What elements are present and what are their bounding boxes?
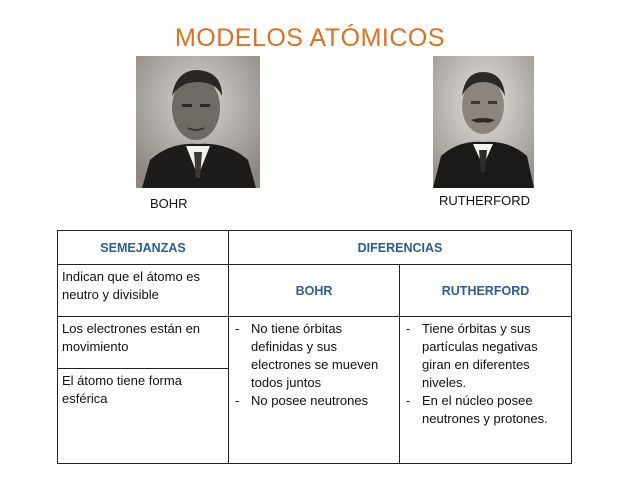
- comparison-table: [57, 230, 572, 464]
- header-bohr: BOHR: [229, 265, 400, 317]
- bohr-portrait-photo: [136, 56, 260, 188]
- table-header-row: [58, 231, 572, 265]
- list-item: - No posee neutrones: [233, 392, 395, 410]
- header-similarities: SEMEJANZAS: [58, 231, 229, 265]
- similarity-cell: Indican que el átomo es neutro y divisible: [58, 265, 229, 317]
- rutherford-differences-cell: [400, 317, 572, 464]
- bohr-differences-cell: [229, 317, 400, 464]
- similarity-cell: El átomo tiene forma esférica: [58, 369, 229, 464]
- list-item: - Tiene órbitas y sus partículas negativas giran en diferentes niveles.: [404, 320, 567, 392]
- bohr-caption: BOHR: [150, 196, 188, 211]
- list-item: - En el núcleo posee neutrones y protones.: [404, 392, 567, 428]
- rutherford-caption: RUTHERFORD: [439, 193, 530, 208]
- table-row: [58, 317, 572, 369]
- list-item: - No tiene órbitas definidas y sus electrones se mueven todos juntos: [233, 320, 395, 392]
- similarity-cell: Los electrones están en movimiento: [58, 317, 229, 369]
- header-differences: DIFERENCIAS: [229, 231, 572, 265]
- table-row: [58, 265, 572, 317]
- header-rutherford: RUTHERFORD: [400, 265, 572, 317]
- page-title: MODELOS ATÓMICOS: [174, 24, 446, 52]
- rutherford-portrait-photo: [433, 56, 534, 188]
